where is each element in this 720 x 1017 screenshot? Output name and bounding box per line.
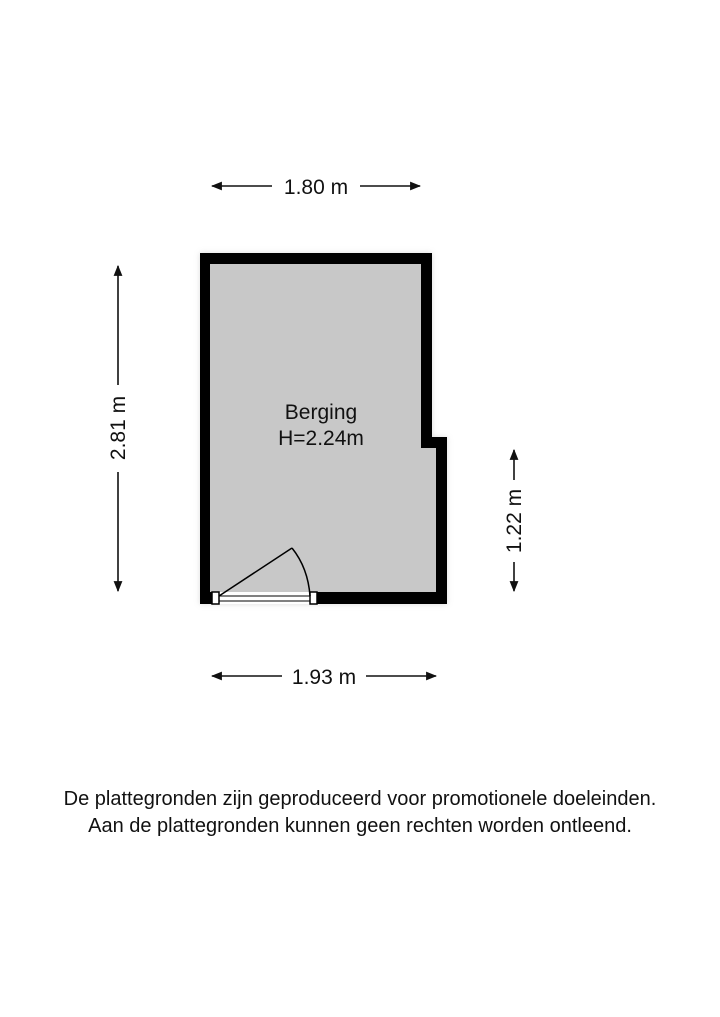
disclaimer-line-1: De plattegronden zijn geproduceerd voor promotionele doeleinden. (63, 788, 657, 810)
disclaimer-line-2: Aan de plattegronden kunnen geen rechten worden ontleend. (88, 815, 632, 837)
room-height: H=2.24m (278, 427, 364, 450)
dimension-left-label: 2.81 m (107, 395, 130, 461)
door-jamb-left (212, 592, 219, 604)
dimension-right-label: 1.22 m (503, 488, 526, 554)
disclaimer (0, 786, 720, 840)
room-name: Berging (284, 401, 358, 424)
door-opening (212, 592, 317, 604)
dimension-top-label: 1.80 m (283, 176, 349, 199)
dimension-bottom-label: 1.93 m (291, 666, 357, 689)
door-jamb-right (310, 592, 317, 604)
